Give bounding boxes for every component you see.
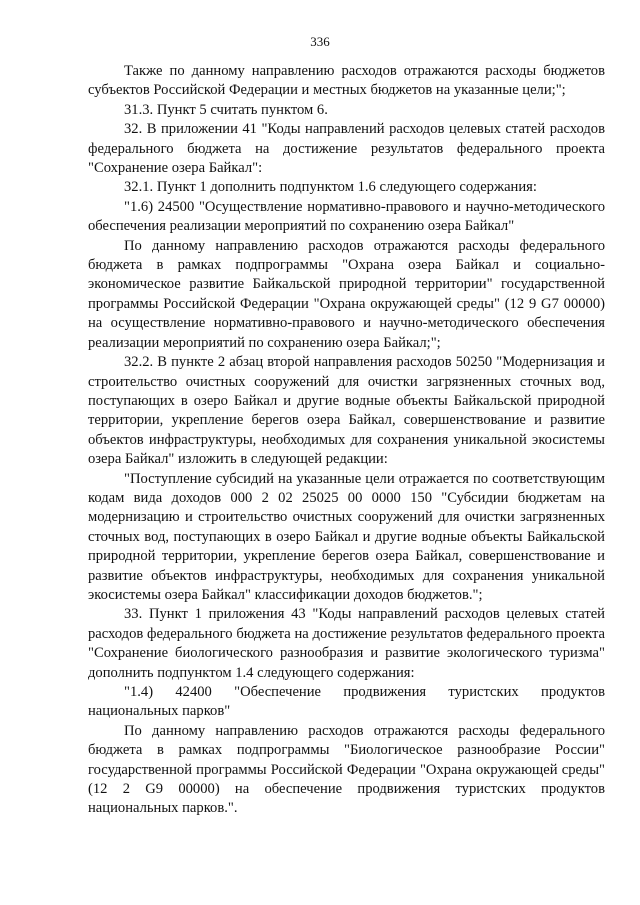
- paragraph-subpoint-1-6: "1.6) 24500 "Осуществление нормативно-правового и научно-методического обеспечения реализации мероприятий по сохранению озера Байкал": [88, 198, 605, 235]
- paragraph-expenses-parks: По данному направлению расходов отражаются расходы федерального бюджета в рамках подпрограммы "Биологическое разнообразие России" государственной программы Российской Федерации "Охрана окружающей среды" (12 2 G9 00000) на обеспечение продвижения туристских продуктов национальных парков.".: [88, 722, 605, 817]
- paragraph-32: 32. В приложении 41 "Коды направлений расходов целевых статей расходов федерального бюджета на достижение результатов федерального проекта "Сохранение озера Байкал":: [88, 121, 605, 177]
- paragraph-budget-subjects: Также по данному направлению расходов отражаются расходы бюджетов субъектов Российской Федерации и местных бюджетов на указанные цели;";: [88, 63, 605, 99]
- document-body: [88, 62, 605, 819]
- page-number: 336: [310, 34, 330, 49]
- paragraph-31-3: 31.3. Пункт 5 считать пунктом 6.: [124, 101, 328, 118]
- paragraph-33: 33. Пункт 1 приложения 43 "Коды направлений расходов целевых статей расходов федерального бюджета на достижение результатов федерального проекта "Сохранение биологического разнообразия и развитие экологического туризма" дополнить подпунктом 1.4 следующего содержания:: [88, 606, 605, 681]
- paragraph-expenses-baikal: По данному направлению расходов отражаются расходы федерального бюджета в рамках подпрограммы "Охрана озера Байкал и социально-экономическое развитие Байкальской природной территории" государственной программы Российской Федерации "Охрана окружающей среды" (12 9 G7 00000) на осуществление нормативно-правового и научно-методического обеспечения реализации мероприятий по сохранению озера Байкал;";: [88, 237, 605, 351]
- paragraph-subpoint-1-4: "1.4) 42400 "Обеспечение продвижения туристских продуктов национальных парков": [88, 684, 605, 720]
- paragraph-32-1: 32.1. Пункт 1 дополнить подпунктом 1.6 следующего содержания:: [124, 179, 537, 196]
- paragraph-subsidies-quote: "Поступление субсидий на указанные цели отражается по соответствующим кодам вида доходов 000 2 02 25025 00 0000 150 "Субсидии бюджетам на модернизацию и строительство очистных сооружений для очистки загрязненных сточных вод, поступающих в озеро Байкал и другие водные объекты Байкальской природной территории, укрепление берегов озера Байкал, совершенствование и развитие объектов инфраструктуры, необходимых для сохранения уникальной экосистемы озера Байкал" классификации доходов бюджетов.";: [88, 470, 605, 603]
- paragraph-32-2: 32.2. В пункте 2 абзац второй направления расходов 50250 "Модернизация и строительство очистных сооружений для очистки загрязненных сточных вод, поступающих в озеро Байкал и другие водные объекты Байкальской природной территории, укрепление берегов озера Байкал, совершенствование и развитие объектов инфраструктуры, необходимых для сохранения уникальной экосистемы озера Байкал" изложить в следующей редакции:: [88, 354, 605, 468]
